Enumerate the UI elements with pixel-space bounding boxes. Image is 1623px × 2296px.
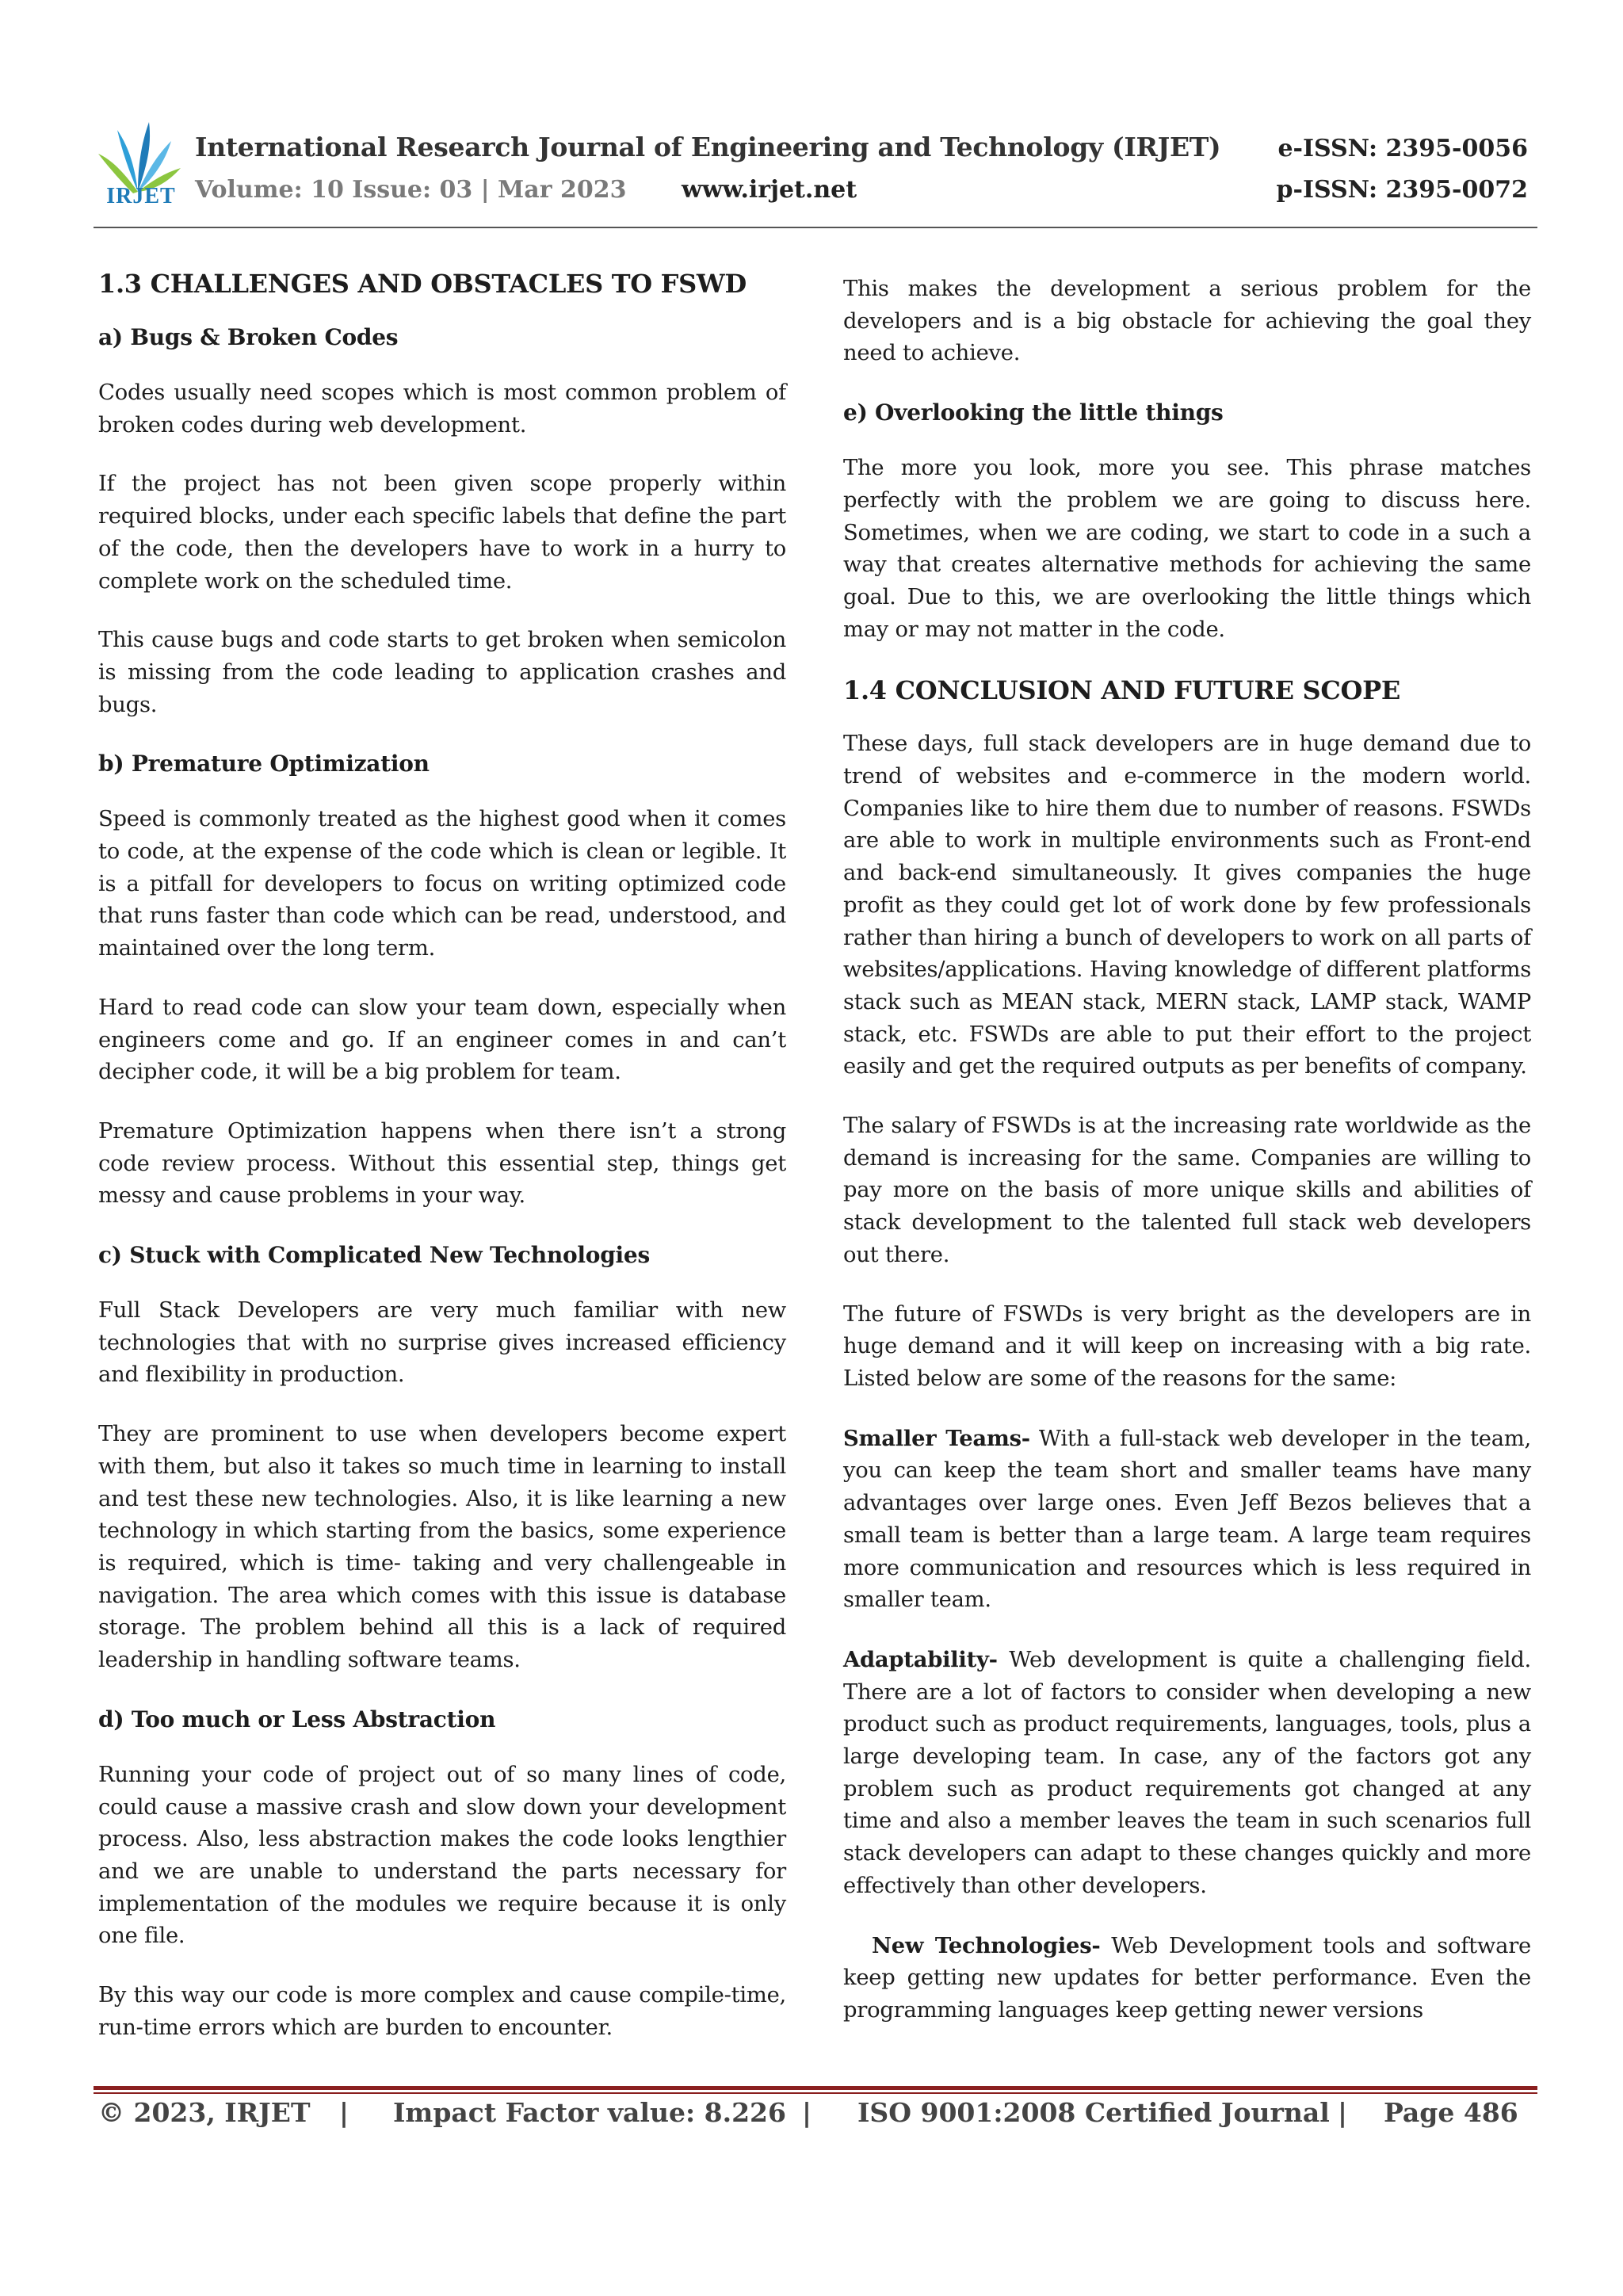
subheading-new-technologies: c) Stuck with Complicated New Technologies [98, 1242, 650, 1269]
paragraph-adaptability [843, 1644, 1531, 1903]
lead-new-technologies: New Technologies- [872, 1932, 1101, 1958]
lead-smaller-teams: Smaller Teams- [843, 1425, 1030, 1451]
left-column [98, 266, 786, 2071]
page-header [94, 113, 1537, 231]
subheading-premature-optimization: b) Premature Optimization [98, 751, 430, 777]
e-issn: e-ISSN: 2395-0056 [1277, 135, 1528, 162]
section-heading-challenges: 1.3 CHALLENGES AND OBSTACLES TO FSWD [98, 269, 747, 299]
lead-adaptability: Adaptability- [843, 1646, 998, 1672]
paragraph-smaller-teams [843, 1423, 1531, 1617]
section-heading-conclusion: 1.4 CONCLUSION AND FUTURE SCOPE [843, 675, 1400, 706]
paragraph: Premature Optimization happens when there isn’t a strong code review process. Without this essential step, things get messy and cause problems in your way. [98, 1118, 786, 1209]
volume-issue: Volume: 10 Issue: 03 | Mar 2023 [195, 176, 627, 204]
paragraph: These days, full stack developers are in huge demand due to trend of websites and e-commerce in the modern world. Companies like to hire them due to number of reasons. FSWDs are able to work in multiple environments such as Front-end and back-end simultaneously. It gives companies the huge profit as they could get lot of work done by few professionals rather than hiring a bunch of developers to work on all parts of websites/applications. Having knowledge of different platforms stack such as MEAN stack, MERN stack, LAMP stack, WAMP stack, etc. FSWDs are able to put their effort to the project easily and get the required outputs as per benefits of company. [843, 732, 1531, 1079]
paragraph: Hard to read code can slow your team down, especially when engineers come and go. If an engineer comes in and can’t decipher code, it will be a big problem for team. [98, 995, 786, 1085]
paragraph: The more you look, more you see. This phrase matches perfectly with the problem we are going to discuss here. Sometimes, when we are coding, we start to code in a such a way that creates alternative methods for achieving the same goal. Due to this, we are overlooking the little things which may or may not matter in the code. [843, 456, 1531, 642]
paragraph: This cause bugs and code starts to get broken when semicolon is missing from the code leading to application crashes and bugs. [98, 628, 786, 717]
paragraph: If the project has not been given scope properly within required blocks, under each specific labels that define the part of the code, then the developers have to work in a hurry to complete work on the scheduled time. [98, 472, 786, 594]
body-adaptability: Web development is quite a challenging field. There are a lot of factors to consider when developing a new product such as product requirements, languages, tools, plus a large developing team. In case, any of the factors got any problem such as product requirements got changed at any time and also a member leaves the team in such scenarios full stack developers can adapt to these changes quickly and more effectively than other developers. [843, 1647, 1531, 1898]
paragraph: Speed is commonly treated as the highest good when it comes to code, at the expense of the code which is clean or legible. It is a pitfall for developers to focus on writing optimized code that runs faster than code which can be read, understood, and maintained over the long term. [98, 807, 786, 961]
logo-wordmark: IRJET [106, 184, 176, 208]
journal-title: International Research Journal of Engineering and Technology (IRJET) [195, 132, 1221, 162]
body-smaller-teams: With a full-stack web developer in the team, you can keep the team short and smaller teams have many advantages over large ones. Even Jeff Bezos believes that a small team is better than a large team. A large team requires more communication and resources which is less required in smaller team. [843, 1426, 1531, 1613]
paragraph: The salary of FSWDs is at the increasing rate worldwide as the demand is increasing for the same. Companies are willing to pay more on the basis of more unique skills and abilities of stack development to the talented full stack web developers out there. [843, 1114, 1531, 1267]
website-link[interactable]: www.irjet.net [682, 176, 857, 204]
page-footer [98, 2097, 1537, 2137]
subheading-abstraction: d) Too much or Less Abstraction [98, 1706, 496, 1733]
paragraph-new-technologies [843, 1930, 1531, 2027]
footer-separator: | [339, 2097, 349, 2128]
footer-iso: ISO 9001:2008 Certified Journal [857, 2097, 1330, 2128]
paragraph: Full Stack Developers are very much familiar with new technologies that with no surprise gives increased efficiency and flexibility in production. [98, 1298, 786, 1388]
paragraph: They are prominent to use when developers become expert with them, but also it takes so much time in learning to install and test these new technologies. Also, it is like learning a new technology in which starting from the basics, some experience is required, which is time- taking and very challengeable in navigation. The area which comes with this issue is database storage. The problem behind all this is a lack of required leadership in handling software teams. [98, 1422, 786, 1673]
subheading-bugs: a) Bugs & Broken Codes [98, 324, 399, 350]
paragraph: This makes the development a serious problem for the developers and is a big obstacle for achieving the goal they need to achieve. [843, 277, 1531, 366]
footer-page-number: Page 486 [1384, 2097, 1518, 2128]
right-column [843, 273, 1531, 2054]
paragraph: Codes usually need scopes which is most common problem of broken codes during web development. [98, 380, 786, 437]
subheading-overlooking: e) Overlooking the little things [843, 399, 1224, 426]
body-new-technologies: Web Development tools and software keep getting new updates for better performance. Even the programming languages keep getting newer versions [843, 1933, 1531, 2023]
footer-separator: | [802, 2097, 812, 2128]
paragraph: By this way our code is more complex and cause compile-time, run-time errors which are burden to encounter. [98, 1983, 786, 2040]
footer-separator: | [1338, 2097, 1348, 2128]
footer-impact-factor: Impact Factor value: 8.226 [393, 2097, 786, 2128]
paragraph: Running your code of project out of so many lines of code, could cause a massive crash and slow down your development process. Also, less abstraction makes the code looks lengthier and we are unable to understand the parts necessary for implementation of the modules we require because it is only one file. [98, 1762, 786, 1949]
footer-rule-thin [94, 2092, 1537, 2094]
header-divider [94, 227, 1537, 228]
paragraph: The future of FSWDs is very bright as the developers are in huge demand and it will keep on increasing with a big rate. Listed below are some of the reasons for the same: [843, 1301, 1531, 1391]
p-issn: p-ISSN: 2395-0072 [1276, 176, 1528, 204]
footer-copyright: © 2023, IRJET [98, 2097, 311, 2128]
footer-rule-thick [94, 2086, 1537, 2090]
